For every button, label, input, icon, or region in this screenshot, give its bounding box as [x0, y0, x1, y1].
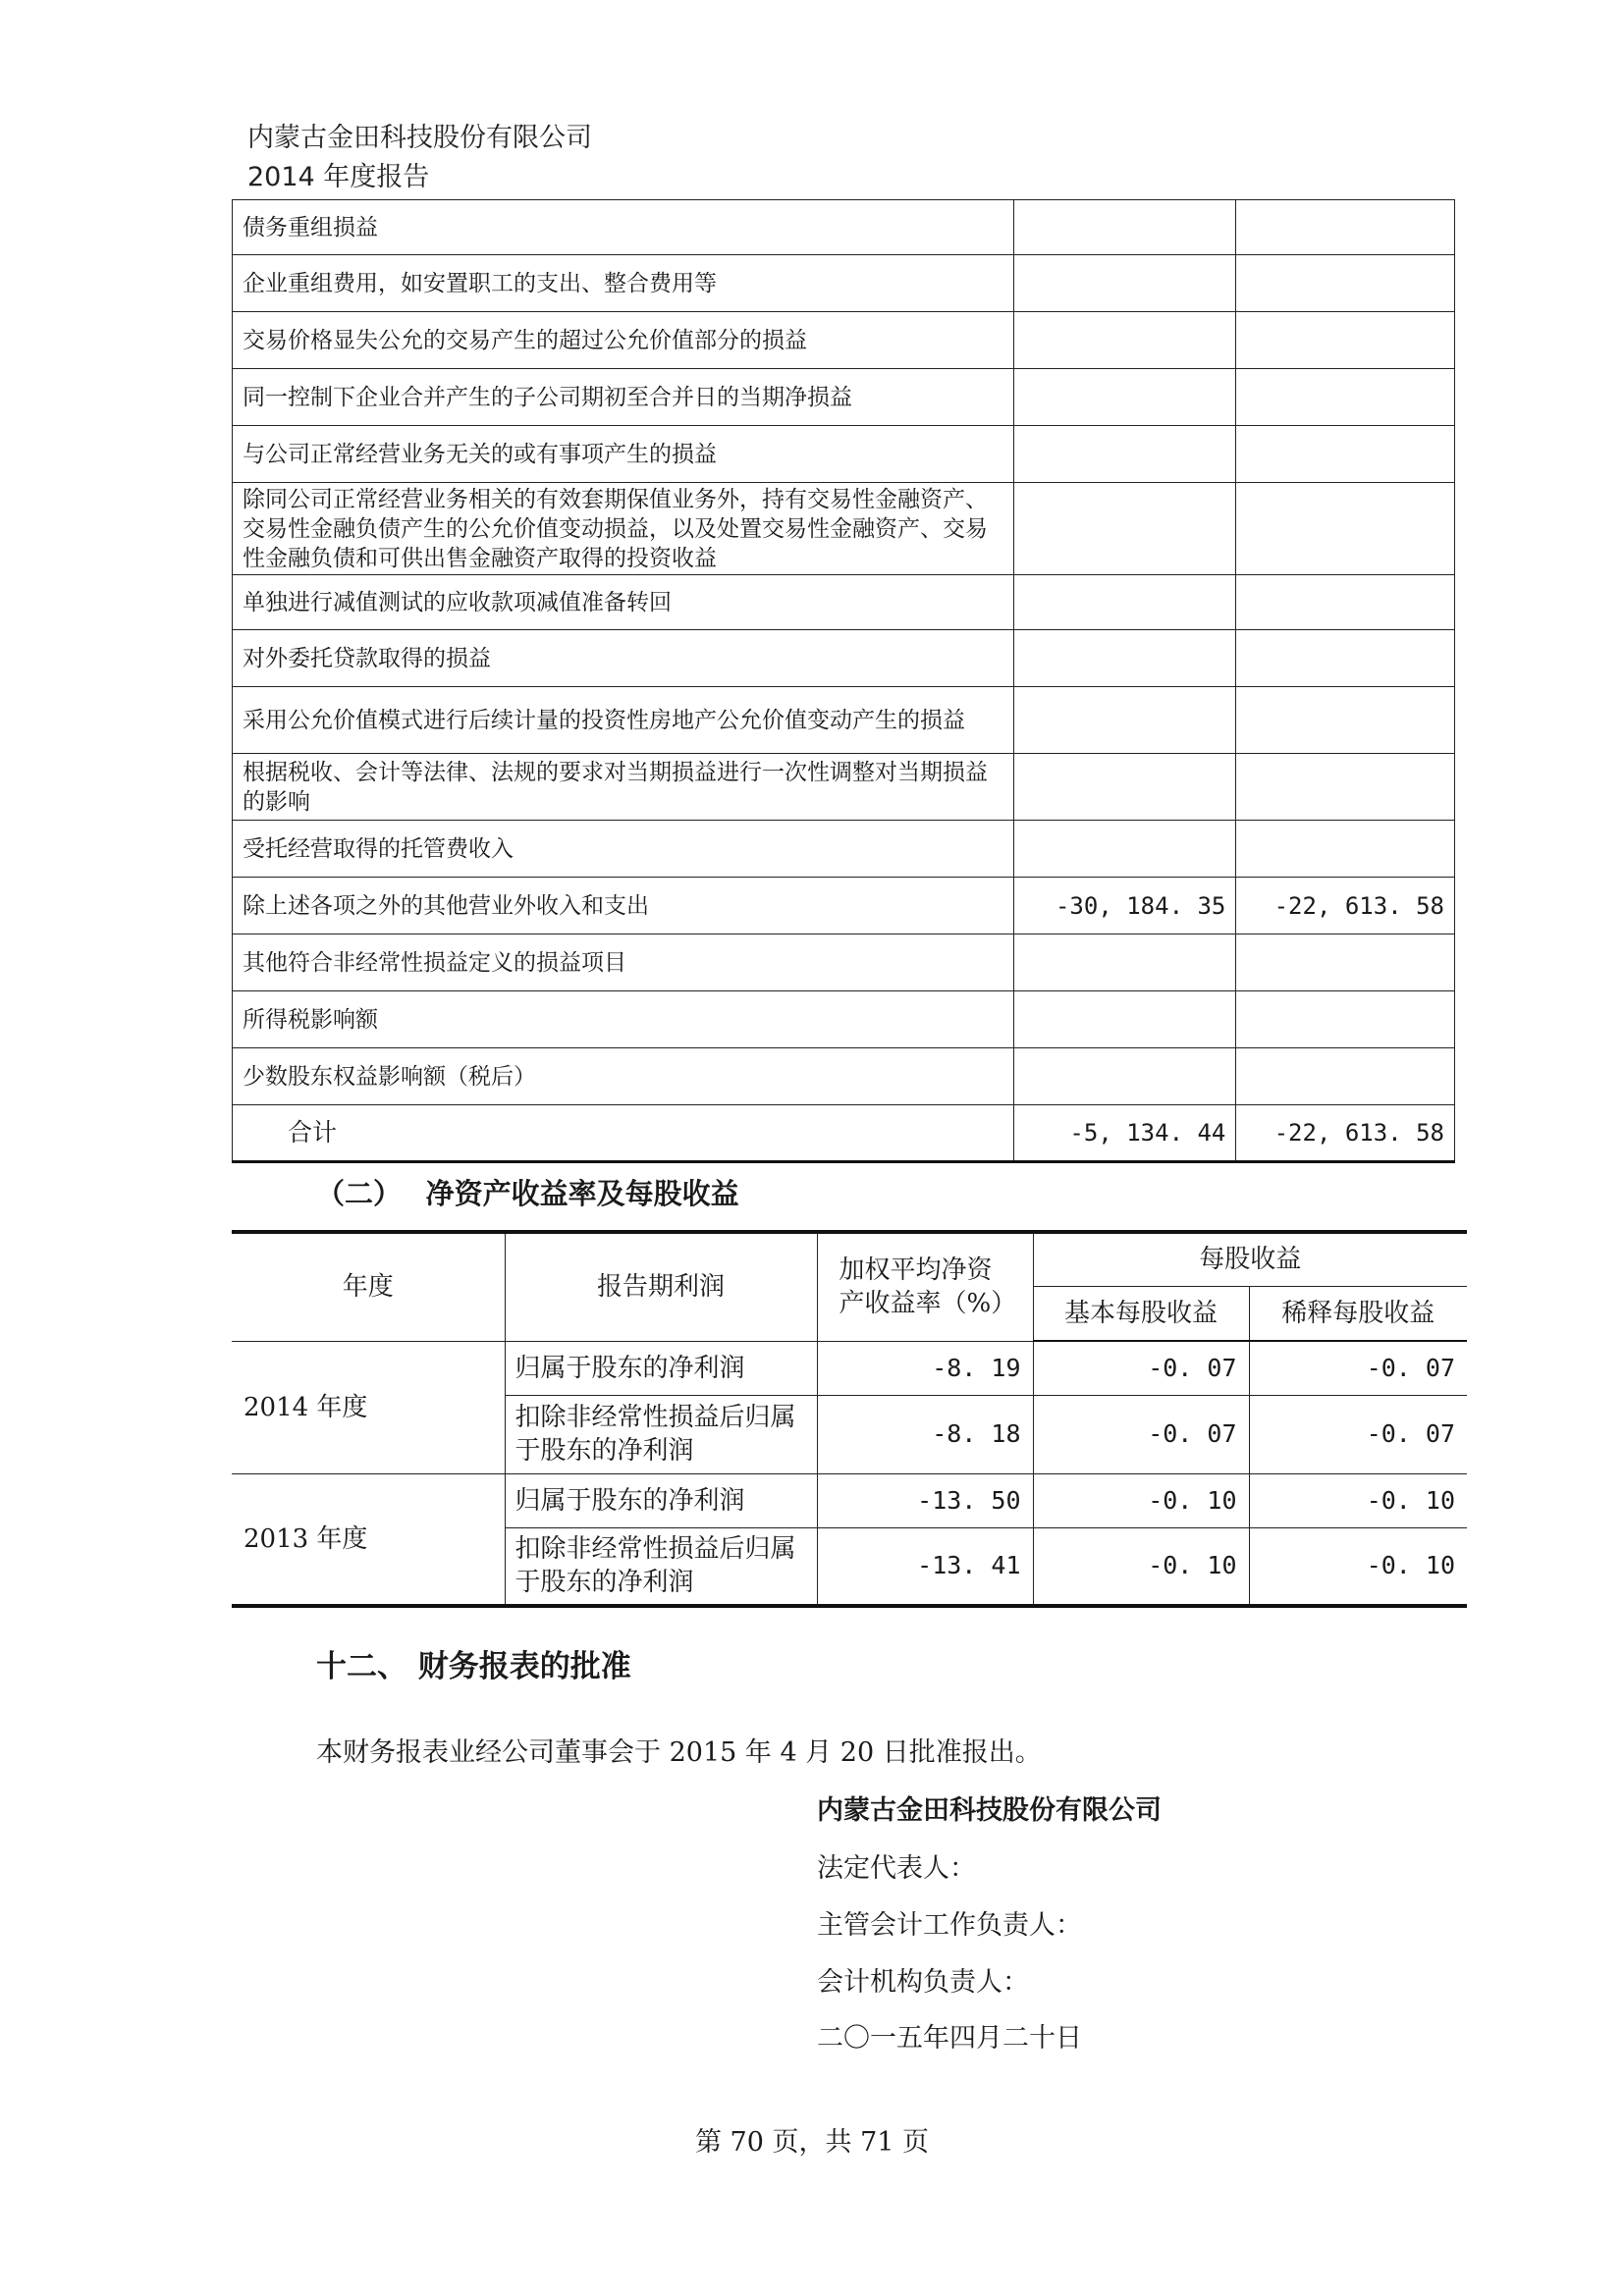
item-value-current: [1013, 426, 1236, 483]
item-value-current: [1013, 483, 1236, 575]
item-label: 债务重组损益: [233, 200, 1014, 255]
item-label: 与公司正常经营业务无关的或有事项产生的损益: [233, 426, 1014, 483]
col-year-header: 年度: [232, 1232, 505, 1341]
item-value-current: [1013, 255, 1236, 312]
item-label: 单独进行减值测试的应收款项减值准备转回: [233, 575, 1014, 630]
profit-cell: 扣除非经常性损益后归属于股东的净利润: [505, 1395, 817, 1473]
item-label: 其他符合非经常性损益定义的损益项目: [233, 934, 1014, 991]
item-value-prior: [1236, 991, 1455, 1048]
diluted-eps-cell: -0. 10: [1249, 1473, 1467, 1527]
item-value-prior: [1236, 754, 1455, 821]
diluted-eps-cell: -0. 10: [1249, 1527, 1467, 1606]
item-label: 除上述各项之外的其他营业外收入和支出: [233, 878, 1014, 934]
item-value-prior: [1236, 483, 1455, 575]
item-label: 对外委托贷款取得的损益: [233, 630, 1014, 687]
item-label: 交易价格显失公允的交易产生的超过公允价值部分的损益: [233, 312, 1014, 369]
item-value-current: [1013, 687, 1236, 754]
table-row: [233, 821, 1455, 878]
item-value-current: [1013, 821, 1236, 878]
total-value-prior: -22, 613. 58: [1236, 1105, 1455, 1162]
section-12-title: 十二、 财务报表的批准: [316, 1649, 631, 1684]
table-row: [233, 934, 1455, 991]
table-row: [232, 1473, 1467, 1527]
item-label: 除同公司正常经营业务相关的有效套期保值业务外，持有交易性金融资产、交易性金融负债产生的公允价值变动损益，以及处置交易性金融资产、交易性金融负债和可供出售金融资产取得的投资收益: [233, 483, 1014, 575]
roe-cell: -13. 41: [817, 1527, 1033, 1606]
item-value-current: [1013, 934, 1236, 991]
item-value-current: [1013, 991, 1236, 1048]
item-value-prior: [1236, 200, 1455, 255]
diluted-eps-cell: -0. 07: [1249, 1395, 1467, 1473]
table-row: [233, 1048, 1455, 1105]
profit-cell: 归属于股东的净利润: [505, 1341, 817, 1395]
table-row: [233, 312, 1455, 369]
item-value-current: [1013, 369, 1236, 426]
item-value-prior: [1236, 312, 1455, 369]
item-value-prior: [1236, 426, 1455, 483]
item-value-current: -30, 184. 35: [1013, 878, 1236, 934]
non-recurring-items-table: [232, 199, 1455, 1163]
table-row: [233, 255, 1455, 312]
item-value-prior: [1236, 630, 1455, 687]
item-value-prior: -22, 613. 58: [1236, 878, 1455, 934]
item-value-current: [1013, 1048, 1236, 1105]
chief-accountant: 主管会计工作负责人：: [817, 1910, 1082, 1941]
year-cell: 2013 年度: [232, 1473, 505, 1606]
signature-date: 二〇一五年四月二十日: [817, 2023, 1082, 2054]
table-row: [233, 200, 1455, 255]
item-value-prior: [1236, 821, 1455, 878]
page-footer: 第 70 页，共 71 页: [694, 2127, 930, 2158]
item-label: 企业重组费用，如安置职工的支出、整合费用等: [233, 255, 1014, 312]
table-row: [233, 991, 1455, 1048]
basic-eps-cell: -0. 10: [1033, 1473, 1249, 1527]
total-row: [233, 1105, 1455, 1162]
company-header: 内蒙古金田科技股份有限公司: [247, 123, 592, 153]
table-row: [233, 369, 1455, 426]
profit-cell: 扣除非经常性损益后归属于股东的净利润: [505, 1527, 817, 1606]
item-label: 少数股东权益影响额（税后）: [233, 1048, 1014, 1105]
roe-cell: -8. 19: [817, 1341, 1033, 1395]
item-value-prior: [1236, 255, 1455, 312]
section-2-title: （二） 净资产收益率及每股收益: [316, 1177, 739, 1210]
basic-eps-cell: -0. 07: [1033, 1341, 1249, 1395]
report-title: 2014 年度报告: [247, 162, 430, 192]
basic-eps-cell: -0. 07: [1033, 1395, 1249, 1473]
item-value-current: [1013, 312, 1236, 369]
item-label: 同一控制下企业合并产生的子公司期初至合并日的当期净损益: [233, 369, 1014, 426]
legal-representative: 法定代表人：: [817, 1853, 976, 1884]
roe-cell: -13. 50: [817, 1473, 1033, 1527]
item-value-current: [1013, 754, 1236, 821]
table-row: [233, 483, 1455, 575]
year-cell: 2014 年度: [232, 1341, 505, 1473]
item-value-prior: [1236, 369, 1455, 426]
item-value-prior: [1236, 1048, 1455, 1105]
total-value-current: -5, 134. 44: [1013, 1105, 1236, 1162]
item-label: 受托经营取得的托管费收入: [233, 821, 1014, 878]
table-row: [232, 1341, 1467, 1395]
item-value-prior: [1236, 687, 1455, 754]
item-value-current: [1013, 200, 1236, 255]
item-value-prior: [1236, 575, 1455, 630]
item-value-prior: [1236, 934, 1455, 991]
col-basic-eps-header: 基本每股收益: [1033, 1286, 1249, 1341]
col-roe-header: 加权平均净资产收益率（%）: [817, 1232, 1033, 1341]
table-row: [233, 426, 1455, 483]
table-row: [233, 878, 1455, 934]
item-value-current: [1013, 630, 1236, 687]
item-label: 所得税影响额: [233, 991, 1014, 1048]
total-label: 合计: [233, 1105, 1014, 1162]
table-row: [233, 687, 1455, 754]
basic-eps-cell: -0. 10: [1033, 1527, 1249, 1606]
approval-text: 本财务报表业经公司董事会于 2015 年 4 月 20 日批准报出。: [316, 1737, 1042, 1768]
accounting-head: 会计机构负责人：: [817, 1967, 1029, 1998]
col-profit-header: 报告期利润: [505, 1232, 817, 1341]
col-diluted-eps-header: 稀释每股收益: [1249, 1286, 1467, 1341]
col-eps-header: 每股收益: [1033, 1232, 1467, 1286]
roe-cell: -8. 18: [817, 1395, 1033, 1473]
table-row: [233, 630, 1455, 687]
item-label: 根据税收、会计等法律、法规的要求对当期损益进行一次性调整对当期损益的影响: [233, 754, 1014, 821]
signature-company: 内蒙古金田科技股份有限公司: [817, 1795, 1162, 1826]
roe-eps-table: [232, 1230, 1467, 1608]
item-value-current: [1013, 575, 1236, 630]
item-label: 采用公允价值模式进行后续计量的投资性房地产公允价值变动产生的损益: [233, 687, 1014, 754]
profit-cell: 归属于股东的净利润: [505, 1473, 817, 1527]
diluted-eps-cell: -0. 07: [1249, 1341, 1467, 1395]
table-row: [233, 575, 1455, 630]
table-row: [233, 754, 1455, 821]
